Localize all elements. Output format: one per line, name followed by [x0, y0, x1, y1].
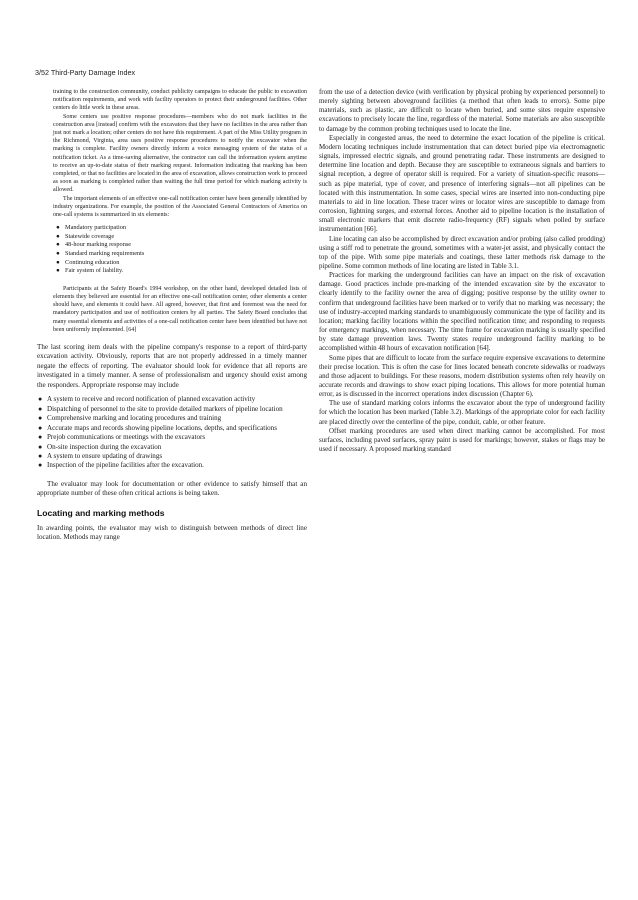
list-item: ● Standard marking requirements: [56, 250, 145, 258]
body-paragraph: Practices for marking the underground facilities can have an impact on the risk of excavation damage. Good practices include pre-marking of the intended excavation site by the excavator to clearly identify to the facility owner the area of digging; positive response by the utility owner to confirm that underground facilities have been marked or to verify that no marking was necessary; the use of industry-accepted marking standards to unambiguously communicate the type of facility and its location; marking facility locations within the specified notification time; and responding to requests for emergency markings, when necessary. The time frame for excavation marking is usually specified by state damage prevention laws. Twenty states require underground facility marking to be accomplished within 48 hours of excavation notification [64].: [319, 271, 605, 353]
list-item: ● 48-hour marking response: [56, 241, 132, 249]
bullet-icon: ●: [38, 395, 43, 404]
left-column: [37, 88, 307, 543]
bullet-icon: ●: [56, 241, 60, 249]
bullet-icon: ●: [56, 267, 60, 275]
bullet-icon: ●: [56, 250, 60, 258]
indented-note-block: [37, 88, 307, 219]
list-item: ● A system to receive and record notification of planned excavation activity: [38, 395, 256, 404]
body-paragraph: The last scoring item deals with the pipeline company's response to a report of third-party excavation activity. Obviously, reports that are not properly addressed in a timely manner negate the effects of reporting. The evaluator should look for evidence that all reports are investigated in a timely manner. A sense of professionalism and urgency should exist among the responders. Appropriate response may include: [37, 343, 307, 389]
body-paragraph: Line locating can also be accomplished by direct excavation and/or probing (also called prodding) using a stiff rod to penetrate the ground, sometimes with a water-jet assist, and physically contact the top of the pipe. With some pipe materials and coatings, these latter methods risk damage to the pipeline. Some common methods of line locating are listed in Table 3.1.: [319, 234, 605, 270]
bullet-icon: ●: [38, 414, 43, 423]
list-item: ● On-site inspection during the excavation: [38, 442, 162, 451]
list-item: ● Prejob communications or meetings with the excavators: [38, 433, 206, 442]
note-paragraph: The important elements of an effective one-call notification center have been generally identified by industry organizations. For example, the position of the Associated General Contractors of America on one-call systems is summarized in six elements:: [53, 195, 307, 219]
elements-list: [37, 224, 307, 276]
bullet-icon: ●: [38, 423, 43, 432]
list-item: ● Accurate maps and records showing pipeline locations, depths, and specifications: [38, 423, 277, 432]
list-item: ● Comprehensive marking and locating procedures and training: [38, 414, 222, 423]
bullet-icon: ●: [56, 224, 60, 232]
bullet-icon: ●: [38, 433, 43, 442]
right-column: [319, 88, 605, 454]
body-paragraph: The use of standard marking colors informs the excavator about the type of underground facility for which the location has been marked (Table 3.2). Markings of the appropriate color for each facility are placed directly over the centerline of the pipe, conduit, cable, or other feature.: [319, 399, 605, 426]
body-paragraph: Some pipes that are difficult to locate from the surface require expensive excavations to determine their precise location. This is often the case for lines located beneath concrete sidewalks or roadways and those adjacent to buildings. For these reasons, modern distribution systems often rely heavily on accurate records and drawings to show exact piping locations. This allows for more potential human error, as is discussed in the incorrect operations index discussion (Chapter 6).: [319, 353, 605, 399]
bullet-icon: ●: [38, 461, 43, 470]
bullet-icon: ●: [38, 442, 43, 451]
bullet-icon: ●: [38, 452, 43, 461]
body-paragraph: Offset marking procedures are used when direct marking cannot be accomplished. For most surfaces, including paved surfaces, spray paint is used for markings; however, stakes or flags may be used if necessary. A proposed marking standard: [319, 426, 605, 454]
body-text: [37, 343, 307, 543]
indented-note-block: [37, 285, 307, 334]
list-item: ● Continuing education: [56, 258, 120, 266]
note-paragraph: Participants at the Safety Board's 1994 workshop, on the other hand, developed detailed lists of elements they believed are essential for an effective one-call notification center, other elements a center should have, and elements it could have. All agreed, however, that first and foremost was the need for mandatory participation and use of notification centers by all parties. The Safety Board concludes that many essential elements and activities of a one-call notification center have been identified but have not been uniformly implemented. [64]: [53, 285, 307, 333]
body-paragraph: In awarding points, the evaluator may wish to distinguish between methods of direct line location. Methods may range: [37, 523, 307, 542]
note-paragraph: training to the construction community, conduct publicity campaigns to educate the public to excavation notification requirements, and work with facility operators to protect their underground facilities. Other centers do little work in these areas.: [53, 89, 307, 112]
list-item: ● Mandatory participation: [56, 224, 127, 232]
running-head: 3/52 Third-Party Damage Index: [35, 68, 136, 77]
body-paragraph: from the use of a detection device (with verification by physical probing by experienced personnel) to merely sighting between aboveground facilities (a method that often leads to errors). Some pipe materials, such as plastic, are difficult to locate when buried, and some sites require expensive excavations to precisely locate the line, regardless of the material. Some materials are also susceptible to damage by the common probing techniques used to locate the line.: [319, 88, 605, 133]
bullet-icon: ●: [38, 404, 43, 413]
body-paragraph: The evaluator may look for documentation or other evidence to satisfy himself that an appropriate number of these often critical actions is being taken.: [37, 479, 307, 498]
list-item: ● Dispatching of personnel to the site to provide detailed markers of pipeline location: [38, 404, 283, 413]
body-paragraph: Especially in congested areas, the need to determine the exact location of the pipeline is critical. Modern locating techniques include instrumentation that can detect buried pipe via electromagnetic signals, impressed electric signals, and ground penetrating radar. These instruments are designed to determine line location and depth. Because they are susceptible to extraneous signals and barriers to signal reception, a degree of operator skill is required. For a variety of situation-specific reasons—such as pipe material, type of cover, and presence of interfering signals—not all pipelines can be located with this instrumentation. In some cases, special wires are inserted into non-conducting pipe materials to aid in line location. These tracer wires or locator wires are susceptible to damage from corrosion, lightning surges, and external forces. Another aid to pipeline location is the installation of small electronic markers that emit discrete radio-frequency (RF) signals when polled by surface instrumentation [66].: [319, 133, 605, 234]
note-paragraph: Some centers use positive response procedures—members who do not mark facilities in the construction area [instead] confirm with the excavators that they have no facilities in the area rather than just not mark a location; other centers do not have this requirement. A part of the Miss Utility program in the Richmond, Virginia, area uses positive response procedures to notify the excavator when the marking is complete. Facility owners directly inform a voice messaging system of the status of a notification ticket. As a time-saving alternative, the contractor can call the information system anytime to receive an up-to-date status of their marking request. Information indicating that marking has been completed, or that no facilities are located in the area of excavation, allows construction work to proceed as soon as marking is completed rather than waiting the full time period for which marking activity is allowed.: [53, 113, 307, 194]
response-list: [37, 395, 307, 471]
section-heading: Locating and marking methods: [37, 507, 165, 518]
list-item: ● A system to ensure updating of drawings: [38, 452, 163, 461]
list-item: ● Statewide coverage: [56, 232, 115, 240]
list-item: ● Inspection of the pipeline facilities after the excavation.: [38, 461, 204, 470]
list-item: ● Fair system of liability.: [56, 267, 124, 275]
bullet-icon: ●: [56, 258, 60, 266]
bullet-icon: ●: [56, 232, 60, 240]
